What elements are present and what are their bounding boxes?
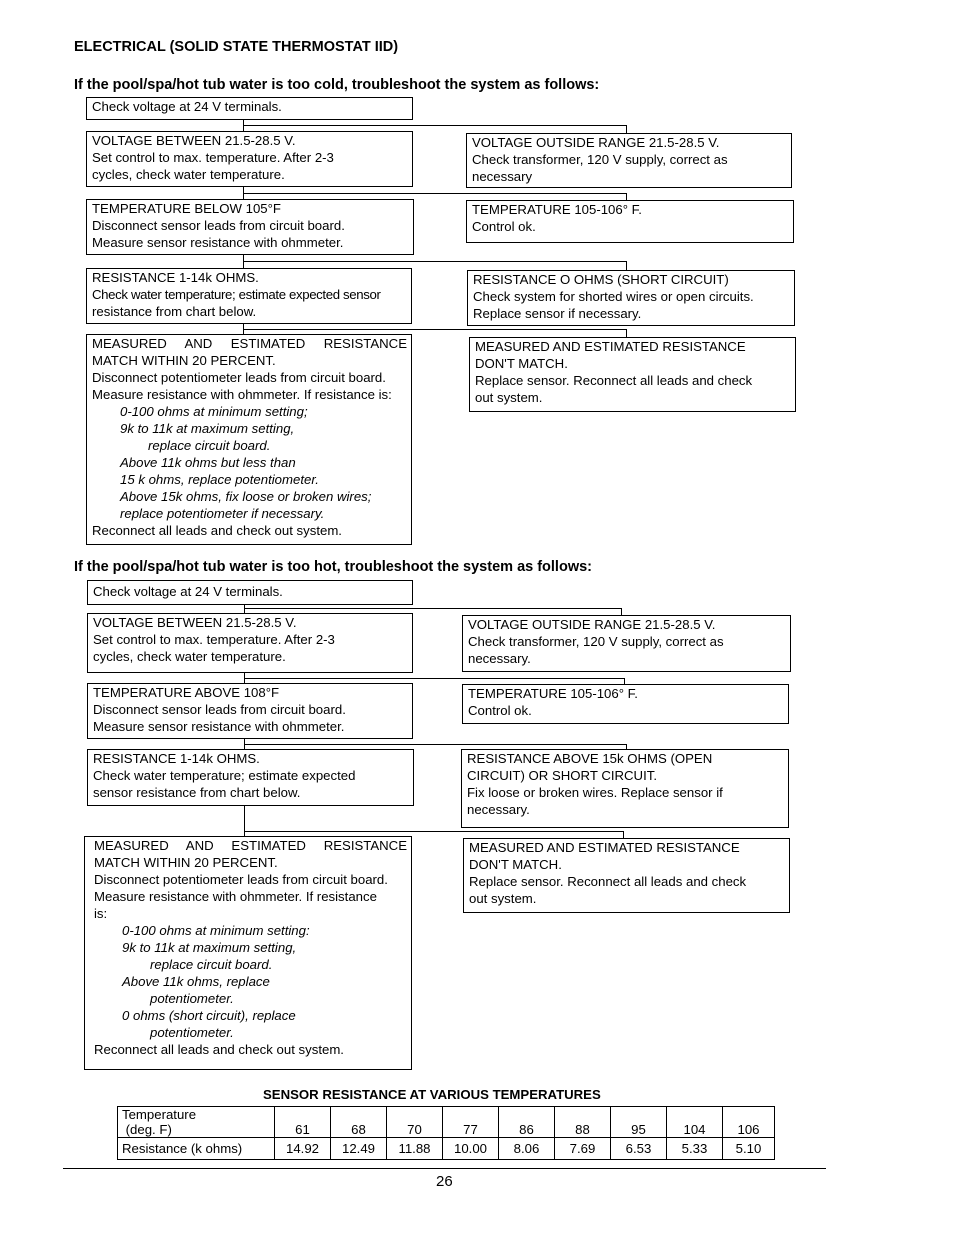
hot-temp-ok-box — [462, 684, 789, 724]
box-title: VOLTAGE BETWEEN 21.5-28.5 V. — [93, 615, 297, 630]
temp-cell: 61 — [275, 1107, 331, 1138]
box-text: is: — [94, 906, 108, 921]
hot-connector — [244, 678, 624, 679]
temp-cell: 106 — [723, 1107, 775, 1138]
box-title: VOLTAGE OUTSIDE RANGE 21.5-28.5 V. — [472, 135, 720, 150]
cold-match-box — [86, 334, 412, 545]
box-text: Reconnect all leads and check out system. — [92, 523, 342, 538]
case-text: 15 k ohms, replace potentiometer. — [120, 472, 319, 487]
case-text: 0-100 ohms at minimum setting; — [120, 404, 308, 419]
box-text: Measure sensor resistance with ohmmeter. — [93, 719, 345, 734]
box-text: Replace sensor. Reconnect all leads and check — [475, 373, 753, 388]
resistance-cell: 10.00 — [443, 1138, 499, 1160]
box-text: Set control to max. temperature. After 2-3 — [92, 150, 334, 165]
box-text: Reconnect all leads and check out system. — [94, 1042, 344, 1057]
temp-cell: 95 — [611, 1107, 667, 1138]
cold-connector — [243, 329, 626, 330]
table-row — [118, 1138, 775, 1160]
cold-connector — [243, 261, 626, 262]
box-text: Measure resistance with ohmmeter. If resistance — [94, 889, 377, 904]
hot-nomatch-box — [463, 838, 790, 913]
hot-voltage-outside-box — [462, 615, 791, 672]
cell-text: Temperature — [122, 1107, 197, 1122]
sensor-resistance-table — [117, 1106, 775, 1160]
case-text: replace potentiometer if necessary. — [120, 506, 325, 521]
box-title: DON'T MATCH. — [475, 356, 568, 371]
cold-resistance-range-box — [86, 268, 412, 324]
box-title: MEASURED AND ESTIMATED RESISTANCE — [94, 838, 407, 853]
cold-check-voltage-box — [86, 97, 413, 120]
box-text: necessary. — [468, 651, 531, 666]
case-text: 9k to 11k at maximum setting, — [120, 421, 295, 436]
hot-heading: If the pool/spa/hot tub water is too hot, troubleshoot the system as follows: — [74, 559, 592, 575]
box-title: MATCH WITHIN 20 PERCENT. — [94, 855, 278, 870]
box-text: Disconnect potentiometer leads from circuit board. — [92, 370, 386, 385]
temperature-label-cell — [118, 1107, 275, 1138]
box-text: Measure resistance with ohmmeter. If resistance is: — [92, 387, 392, 402]
hot-temp-above-box — [87, 683, 413, 739]
box-text: Check voltage at 24 V terminals. — [92, 99, 282, 114]
cold-temp-below-box — [86, 199, 414, 255]
box-title: VOLTAGE OUTSIDE RANGE 21.5-28.5 V. — [468, 617, 716, 632]
hot-match-box — [84, 836, 412, 1070]
box-title: RESISTANCE O OHMS (SHORT CIRCUIT) — [473, 272, 729, 287]
temp-cell: 70 — [387, 1107, 443, 1138]
box-title: MEASURED AND ESTIMATED RESISTANCE — [475, 339, 746, 354]
temp-cell: 104 — [667, 1107, 723, 1138]
hot-connector — [244, 805, 245, 837]
box-title: RESISTANCE 1-14k OHMS. — [92, 270, 259, 285]
resistance-cell: 5.33 — [667, 1138, 723, 1160]
box-title: VOLTAGE BETWEEN 21.5-28.5 V. — [92, 133, 296, 148]
hot-resistance-above-box — [461, 749, 789, 828]
sensor-table-title: SENSOR RESISTANCE AT VARIOUS TEMPERATURES — [263, 1087, 601, 1102]
case-text: 0 ohms (short circuit), replace — [122, 1008, 296, 1023]
box-title: RESISTANCE ABOVE 15k OHMS (OPEN — [467, 751, 713, 766]
box-title: TEMPERATURE 105-106° F. — [472, 202, 642, 217]
box-text: out system. — [469, 891, 537, 906]
case-text: replace circuit board. — [150, 957, 273, 972]
case-text: 9k to 11k at maximum setting, — [122, 940, 297, 955]
cold-connector — [243, 125, 626, 126]
box-text: Check water temperature; estimate expected sensor — [92, 287, 381, 302]
hot-check-voltage-box — [87, 580, 413, 605]
cold-voltage-between-box — [86, 131, 413, 187]
case-text: Above 15k ohms, fix loose or broken wires; — [120, 489, 372, 504]
cold-connector — [243, 193, 626, 194]
cell-text: (deg. F) — [122, 1122, 172, 1137]
resistance-cell: 7.69 — [555, 1138, 611, 1160]
box-text: necessary — [472, 169, 533, 184]
box-text: Disconnect sensor leads from circuit board. — [93, 702, 346, 717]
hot-connector — [244, 744, 626, 745]
box-title: RESISTANCE 1-14k OHMS. — [93, 751, 260, 766]
cold-voltage-outside-box — [466, 133, 792, 188]
page-number: 26 — [436, 1173, 453, 1190]
case-text: potentiometer. — [150, 1025, 234, 1040]
box-text: Set control to max. temperature. After 2-3 — [93, 632, 335, 647]
box-title: MEASURED AND ESTIMATED RESISTANCE — [469, 840, 740, 855]
box-text: Disconnect potentiometer leads from circuit board. — [94, 872, 388, 887]
box-text: Check transformer, 120 V supply, correct as — [472, 152, 728, 167]
box-title: TEMPERATURE 105-106° F. — [468, 686, 638, 701]
box-title: MATCH WITHIN 20 PERCENT. — [92, 353, 276, 368]
box-text: Disconnect sensor leads from circuit board. — [92, 218, 345, 233]
resistance-label-cell: Resistance (k ohms) — [118, 1138, 275, 1160]
box-text: Check system for shorted wires or open circuits. — [473, 289, 754, 304]
case-text: 0-100 ohms at minimum setting: — [122, 923, 310, 938]
hot-connector — [244, 831, 623, 832]
box-text: out system. — [475, 390, 543, 405]
box-title: CIRCUIT) OR SHORT CIRCUIT. — [467, 768, 657, 783]
box-text: Control ok. — [468, 703, 532, 718]
resistance-cell: 14.92 — [275, 1138, 331, 1160]
box-title: TEMPERATURE ABOVE 108°F — [93, 685, 280, 700]
cold-nomatch-box — [469, 337, 796, 412]
box-title: MEASURED AND ESTIMATED RESISTANCE — [92, 336, 407, 351]
resistance-cell: 12.49 — [331, 1138, 387, 1160]
box-text: Measure sensor resistance with ohmmeter. — [92, 235, 344, 250]
box-title: DON'T MATCH. — [469, 857, 562, 872]
box-text: cycles, check water temperature. — [93, 649, 286, 664]
box-text: Replace sensor. Reconnect all leads and check — [469, 874, 747, 889]
temp-cell: 68 — [331, 1107, 387, 1138]
resistance-cell: 6.53 — [611, 1138, 667, 1160]
case-text: Above 11k ohms but less than — [120, 455, 296, 470]
cold-resistance-zero-box — [467, 270, 795, 326]
temp-cell: 88 — [555, 1107, 611, 1138]
box-text: Check transformer, 120 V supply, correct as — [468, 634, 724, 649]
section-title: ELECTRICAL (SOLID STATE THERMOSTAT IID) — [74, 39, 399, 55]
resistance-cell: 11.88 — [387, 1138, 443, 1160]
case-text: Above 11k ohms, replace — [122, 974, 270, 989]
temp-cell: 77 — [443, 1107, 499, 1138]
case-text: replace circuit board. — [148, 438, 271, 453]
box-text: Fix loose or broken wires. Replace sensor if — [467, 785, 723, 800]
resistance-cell: 8.06 — [499, 1138, 555, 1160]
box-text: sensor resistance from chart below. — [93, 785, 301, 800]
resistance-cell: 5.10 — [723, 1138, 775, 1160]
case-text: potentiometer. — [150, 991, 234, 1006]
box-title: TEMPERATURE BELOW 105°F — [92, 201, 281, 216]
box-text: necessary. — [467, 802, 530, 817]
table-row — [118, 1107, 775, 1138]
hot-resistance-range-box — [87, 749, 414, 806]
cold-temp-ok-box — [466, 200, 794, 243]
temp-cell: 86 — [499, 1107, 555, 1138]
footer-rule — [63, 1168, 826, 1169]
hot-connector — [244, 608, 621, 609]
hot-voltage-between-box — [87, 613, 413, 673]
cold-heading: If the pool/spa/hot tub water is too cold, troubleshoot the system as follows: — [74, 77, 600, 93]
box-text: cycles, check water temperature. — [92, 167, 285, 182]
box-text: resistance from chart below. — [92, 304, 257, 319]
box-text: Replace sensor if necessary. — [473, 306, 642, 321]
box-text: Control ok. — [472, 219, 536, 234]
box-text: Check water temperature; estimate expected — [93, 768, 356, 783]
box-text: Check voltage at 24 V terminals. — [93, 584, 283, 599]
